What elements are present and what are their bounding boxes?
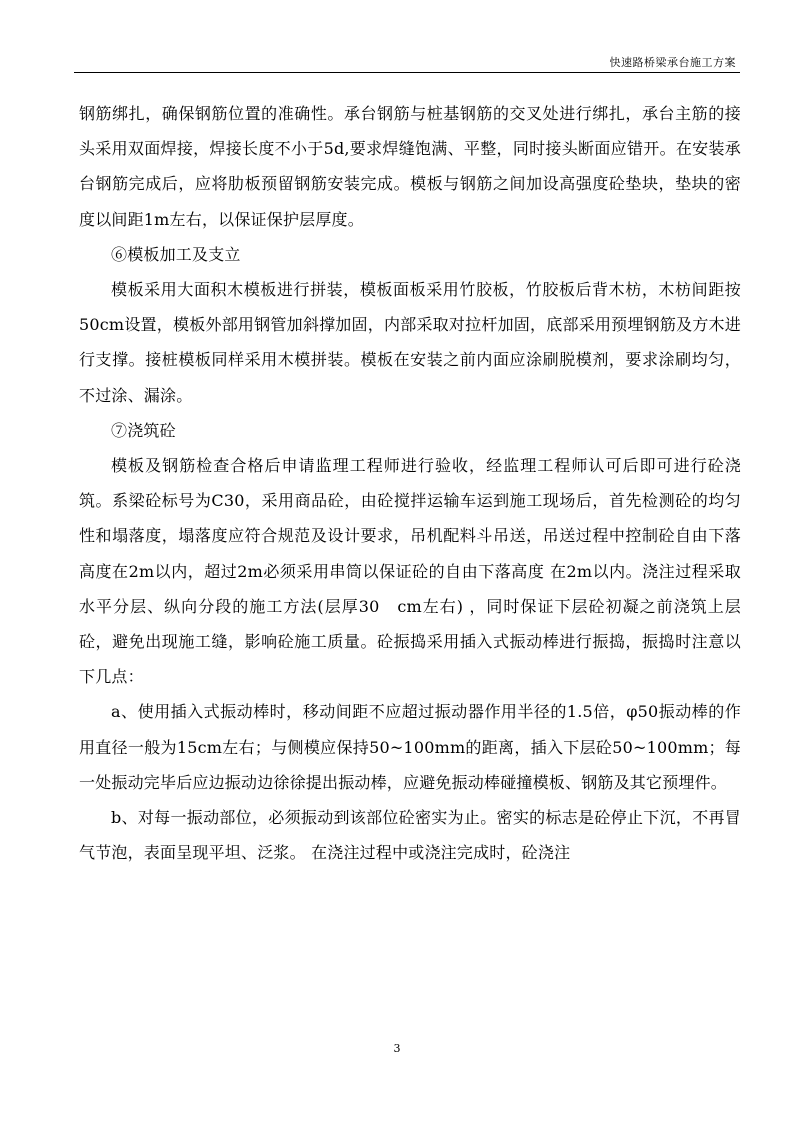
list-item-a: a、使用插入式振动棒时，移动间距不应超过振动器作用半径的1.5倍，φ50振动棒的作用直径一般为15cm左右；与侧模应保持50~100mm的距离，插入下层砼50~100mm；每一处振动完毕后应边振动边徐徐提出振动棒，应避免振动棒碰撞模板、钢筋及其它预埋件。 bbox=[79, 702, 741, 792]
paragraph: 钢筋绑扎，确保钢筋位置的准确性。承台钢筋与桩基钢筋的交叉处进行绑扎，承台主筋的接头采用双面焊接，焊接长度不小于5d,要求焊缝饱满、平整，同时接头断面应错开。在安装承台钢筋完成后，应将肋板预留钢筋安装完成。模板与钢筋之间加设高强度砼垫块，垫块的密度以间距1m左右，以保证保护层厚度。 bbox=[79, 104, 741, 229]
header-rule bbox=[74, 72, 740, 73]
header-title: 快速路桥梁承台施工方案 bbox=[609, 56, 736, 69]
paragraph: 模板及钢筋检查合格后申请监理工程师进行验收，经监理工程师认可后即可进行砼浇筑。系梁砼标号为C30，采用商品砼，由砼搅拌运输车运到施工现场后，首先检测砼的均匀性和塌落度，塌落度应符合规范及设计要求，吊机配料斗吊送，吊送过程中控制砼自由下落高度在2m以内，超过2m必须采用串筒以保证砼的自由下落高度 在2m以内。浇注过程采取水平分层、纵向分段的施工方法(层厚30 cm左右) ，同时保证下层砼初凝之前浇筑上层砼，避免出现施工缝，影响砼施工质量。砼振捣采用插入式振动棒进行振捣，振捣时注意以下几点： bbox=[79, 456, 741, 687]
page-number: 3 bbox=[393, 1042, 401, 1055]
list-item-b: b、对每一振动部位，必须振动到该部位砼密实为止。密实的标志是砼停止下沉，不再冒气节泡，表面呈现平坦、泛浆。 在浇注过程中或浇注完成时，砼浇注 bbox=[79, 808, 741, 863]
section-heading-formwork: ⑥模板加工及支立 bbox=[111, 244, 241, 264]
section-heading-concrete: ⑦浇筑砼 bbox=[111, 420, 176, 440]
paragraph: 模板采用大面积木模板进行拼装，模板面板采用竹胶板，竹胶板后背木枋，木枋间距按50cm设置，模板外部用钢管加斜撑加固，内部采取对拉杆加固，底部采用预埋钢筋及方木进行支撑。接桩模板同样采用木模拼装。模板在安装之前内面应涂刷脱模剂，要求涂刷均匀，不过涂、漏涂。 bbox=[79, 280, 741, 405]
document-body bbox=[79, 96, 741, 870]
